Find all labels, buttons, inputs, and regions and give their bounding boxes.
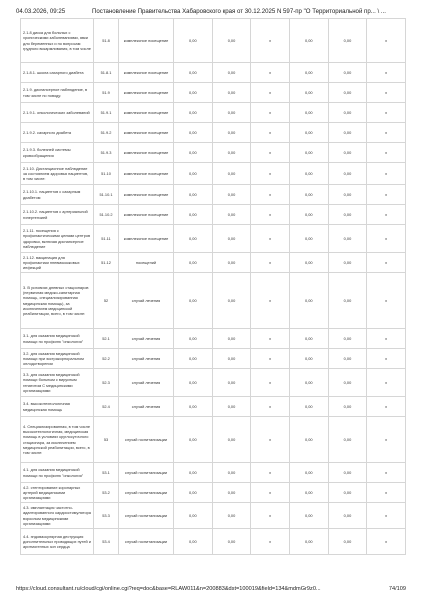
cell-unit: случай лечения (119, 349, 174, 369)
cell-v2: 0,00 (212, 103, 251, 123)
cell-v2: 0,00 (212, 529, 251, 555)
cell-v4: 0,00 (289, 503, 328, 529)
cell-code: 53.3 (94, 503, 119, 529)
cell-v2: 0,00 (212, 329, 251, 349)
cell-v2: 0,00 (212, 273, 251, 329)
table-row (21, 185, 406, 205)
cell-v3: x (251, 369, 290, 397)
table-row (21, 205, 406, 225)
cell-v2: 0,00 (212, 253, 251, 273)
cell-v3: x (251, 417, 290, 463)
cell-v2: 0,00 (212, 205, 251, 225)
cell-v2: 0,00 (212, 163, 251, 185)
cell-v5: 0,00 (328, 273, 367, 329)
cell-unit: комплексное посещение (119, 205, 174, 225)
cell-v3: x (251, 529, 290, 555)
cell-v4: 0,00 (289, 417, 328, 463)
cell-v2: 0,00 (212, 349, 251, 369)
cell-unit: комплексное посещение (119, 103, 174, 123)
cell-v3: x (251, 463, 290, 483)
cell-v1: 0,00 (174, 225, 213, 253)
cell-code: 51.9.3 (94, 143, 119, 163)
cell-v3: x (251, 205, 290, 225)
cell-name: 4.3. имплантация частотно-адаптированного кардиостимулятора взрослым медицинскими организациями (21, 503, 94, 529)
cell-unit: посещений (119, 253, 174, 273)
cell-code: 51.10.2 (94, 205, 119, 225)
cell-v5: 0,00 (328, 103, 367, 123)
cell-v6: x (367, 369, 406, 397)
cell-code: 51.10.1 (94, 185, 119, 205)
cell-v5: 0,00 (328, 529, 367, 555)
table-row (21, 253, 406, 273)
cell-v2: 0,00 (212, 417, 251, 463)
cell-v2: 0,00 (212, 185, 251, 205)
cell-unit: случай госпитализации (119, 483, 174, 503)
cell-v5: 0,00 (328, 503, 367, 529)
cell-v5: 0,00 (328, 185, 367, 205)
table-row (21, 63, 406, 83)
cell-v1: 0,00 (174, 369, 213, 397)
cell-v2: 0,00 (212, 83, 251, 103)
cell-v2: 0,00 (212, 483, 251, 503)
cell-v6: x (367, 503, 406, 529)
cell-v6: x (367, 63, 406, 83)
cell-code: 53 (94, 417, 119, 463)
cell-v6: x (367, 463, 406, 483)
cell-name: 3.4. высокотехнологичная медицинская помощь (21, 397, 94, 417)
cell-unit: комплексное посещение (119, 123, 174, 143)
cell-v1: 0,00 (174, 329, 213, 349)
cell-code: 52.2 (94, 349, 119, 369)
cell-v4: 0,00 (289, 253, 328, 273)
cell-v1: 0,00 (174, 397, 213, 417)
cell-v5: 0,00 (328, 369, 367, 397)
table-row (21, 163, 406, 185)
cell-v1: 0,00 (174, 503, 213, 529)
cell-v6: x (367, 225, 406, 253)
cell-v3: x (251, 225, 290, 253)
table-row (21, 503, 406, 529)
cell-code: 53.2 (94, 483, 119, 503)
table-row (21, 83, 406, 103)
cell-name: 2.1.12. вакцинация для профилактики пневмококковых инфекций (21, 253, 94, 273)
cell-v3: x (251, 185, 290, 205)
cell-v6: x (367, 83, 406, 103)
cell-v1: 0,00 (174, 529, 213, 555)
cell-v1: 0,00 (174, 185, 213, 205)
cell-v5: 0,00 (328, 417, 367, 463)
cell-code: 53.1 (94, 463, 119, 483)
cell-v2: 0,00 (212, 463, 251, 483)
cell-v4: 0,00 (289, 349, 328, 369)
cell-name: 4. Специализированная, в том числе высокотехнологичная, медицинская помощь в условиях круглосуточного стационара, за исключением медицинской реабилитации, всего, в том числе: (21, 417, 94, 463)
cell-v1: 0,00 (174, 63, 213, 83)
cell-code: 51.9 (94, 83, 119, 103)
table-row (21, 273, 406, 329)
cell-v3: x (251, 63, 290, 83)
cell-unit: случай госпитализации (119, 417, 174, 463)
cell-v4: 0,00 (289, 483, 328, 503)
cell-unit: комплексное посещение (119, 163, 174, 185)
table-row (21, 19, 406, 63)
cell-unit: комплексное посещение (119, 63, 174, 83)
cell-name: 4.4. эндоваскулярная деструкция дополнительных проводящих путей и аритмогенных зон сердца (21, 529, 94, 555)
cell-v5: 0,00 (328, 163, 367, 185)
cell-code: 51.10 (94, 163, 119, 185)
cell-v4: 0,00 (289, 143, 328, 163)
cell-v4: 0,00 (289, 63, 328, 83)
print-date: 04.03.2026, 09:25 (16, 8, 66, 15)
cell-v4: 0,00 (289, 19, 328, 63)
cell-unit: случай лечения (119, 273, 174, 329)
cell-unit: случай госпитализации (119, 463, 174, 483)
cell-v4: 0,00 (289, 463, 328, 483)
cell-unit: случай лечения (119, 369, 174, 397)
cell-name: 2.1.9.2. сахарного диабета (21, 123, 94, 143)
cell-v4: 0,00 (289, 529, 328, 555)
cell-v3: x (251, 503, 290, 529)
cell-v6: x (367, 205, 406, 225)
cell-v1: 0,00 (174, 417, 213, 463)
cell-v2: 0,00 (212, 19, 251, 63)
cell-name: 2.1.10.1. пациентов с сахарным диабетом (21, 185, 94, 205)
cell-name: 4.2. стентирование коронарных артерий медицинскими организациями (21, 483, 94, 503)
cell-unit: комплексное посещение (119, 225, 174, 253)
cell-v4: 0,00 (289, 123, 328, 143)
cell-name: 2.1.9.1. онкологических заболеваний (21, 103, 94, 123)
page-number: 74/109 (388, 586, 406, 592)
cell-v6: x (367, 529, 406, 555)
cell-v1: 0,00 (174, 123, 213, 143)
cell-v3: x (251, 397, 290, 417)
cell-code: 52.1 (94, 329, 119, 349)
cell-name: 2.1.11. посещения с профилактическими целями центров здоровья, включая диспансерное наблюдение (21, 225, 94, 253)
cell-code: 52.3 (94, 369, 119, 397)
cell-name: 4.1. для оказания медицинской помощи по профилю "онкология" (21, 463, 94, 483)
cell-v5: 0,00 (328, 205, 367, 225)
cell-v6: x (367, 123, 406, 143)
cell-unit: комплексное посещение (119, 143, 174, 163)
document-url[interactable]: https://cloud.consultant.ru/cloud/cgi/online.cgi?req=doc&base=RLAW011&n=200883&dst=100019&field=134&mdmGr9z0... (16, 586, 321, 592)
cell-code: 52.4 (94, 397, 119, 417)
cell-unit: случай госпитализации (119, 503, 174, 529)
cell-v6: x (367, 163, 406, 185)
cell-v5: 0,00 (328, 83, 367, 103)
cell-v2: 0,00 (212, 143, 251, 163)
cell-name: 3.2. для оказания медицинской помощи при экстракорпоральном оплодотворении (21, 349, 94, 369)
table-row (21, 529, 406, 555)
cell-code: 51.11 (94, 225, 119, 253)
cell-v5: 0,00 (328, 463, 367, 483)
cell-v6: x (367, 349, 406, 369)
cell-v4: 0,00 (289, 369, 328, 397)
cell-name: 2.1.9.3. болезней системы кровообращения (21, 143, 94, 163)
cell-v6: x (367, 483, 406, 503)
cell-v1: 0,00 (174, 463, 213, 483)
table-row (21, 103, 406, 123)
cell-v4: 0,00 (289, 103, 328, 123)
cell-v3: x (251, 103, 290, 123)
cell-v1: 0,00 (174, 103, 213, 123)
cell-name: 3. В условиях дневных стационаров (первичная медико-санитарная помощь, специализированная медицинская помощь), за исключением медицинской реабилитации, всего, в том числе: (21, 273, 94, 329)
cell-code: 51.9.2 (94, 123, 119, 143)
cell-v5: 0,00 (328, 483, 367, 503)
cell-v2: 0,00 (212, 63, 251, 83)
cell-v6: x (367, 143, 406, 163)
table-row (21, 369, 406, 397)
cell-v6: x (367, 103, 406, 123)
cell-v1: 0,00 (174, 349, 213, 369)
table-row (21, 483, 406, 503)
cell-v6: x (367, 329, 406, 349)
table-row (21, 397, 406, 417)
cell-v2: 0,00 (212, 123, 251, 143)
table-row (21, 349, 406, 369)
cell-name: 2.1.8.1. школа сахарного диабета (21, 63, 94, 83)
cell-v2: 0,00 (212, 369, 251, 397)
cell-unit: комплексное посещение (119, 185, 174, 205)
cell-v6: x (367, 397, 406, 417)
cell-v6: x (367, 253, 406, 273)
cell-v4: 0,00 (289, 273, 328, 329)
cell-v5: 0,00 (328, 329, 367, 349)
cell-v6: x (367, 19, 406, 63)
cell-v5: 0,00 (328, 63, 367, 83)
cell-v1: 0,00 (174, 273, 213, 329)
table-row (21, 143, 406, 163)
cell-v3: x (251, 19, 290, 63)
cell-v1: 0,00 (174, 143, 213, 163)
cell-v3: x (251, 273, 290, 329)
cell-name: 2.1.8 диска для больных с хроническими заболеваниями, явки для беременных и по вопросам грудного вскармливания, в том числе (21, 19, 94, 63)
cell-v1: 0,00 (174, 163, 213, 185)
table-row (21, 225, 406, 253)
cell-v1: 0,00 (174, 205, 213, 225)
cell-v4: 0,00 (289, 163, 328, 185)
cell-code: 51.8.1 (94, 63, 119, 83)
cell-v4: 0,00 (289, 225, 328, 253)
cell-v3: x (251, 329, 290, 349)
cell-code: 51.9.1 (94, 103, 119, 123)
cell-name: 3.1. для оказания медицинской помощи по профилю "онкология" (21, 329, 94, 349)
cell-v4: 0,00 (289, 329, 328, 349)
cell-v2: 0,00 (212, 225, 251, 253)
cell-v4: 0,00 (289, 397, 328, 417)
cell-name: 2.1.10. Дистанционное наблюдение за состоянием здоровья пациентов, в том числе: (21, 163, 94, 185)
cell-name: 3.3. для оказания медицинской помощи больным с вирусным гепатитом С медицинскими организациями (21, 369, 94, 397)
cell-v3: x (251, 349, 290, 369)
cell-v6: x (367, 417, 406, 463)
cell-v3: x (251, 163, 290, 185)
cell-v3: x (251, 123, 290, 143)
cell-name: 2.1.9. диспансерное наблюдение, в том числе по поводу: (21, 83, 94, 103)
cell-unit: случай госпитализации (119, 529, 174, 555)
volume-table (20, 18, 406, 555)
table-row (21, 123, 406, 143)
cell-v5: 0,00 (328, 253, 367, 273)
cell-v4: 0,00 (289, 205, 328, 225)
cell-v1: 0,00 (174, 483, 213, 503)
cell-unit: случай лечения (119, 329, 174, 349)
cell-v3: x (251, 483, 290, 503)
cell-v5: 0,00 (328, 123, 367, 143)
cell-v5: 0,00 (328, 143, 367, 163)
cell-code: 51.8 (94, 19, 119, 63)
cell-v2: 0,00 (212, 503, 251, 529)
cell-name: 2.1.10.2. пациентов с артериальной гипертензией (21, 205, 94, 225)
cell-v3: x (251, 253, 290, 273)
cell-v3: x (251, 83, 290, 103)
cell-v2: 0,00 (212, 397, 251, 417)
cell-v1: 0,00 (174, 19, 213, 63)
cell-v4: 0,00 (289, 185, 328, 205)
cell-code: 53.4 (94, 529, 119, 555)
cell-code: 52 (94, 273, 119, 329)
cell-unit: случай лечения (119, 397, 174, 417)
cell-v6: x (367, 273, 406, 329)
table-row (21, 329, 406, 349)
table-row (21, 463, 406, 483)
cell-v3: x (251, 143, 290, 163)
cell-v5: 0,00 (328, 349, 367, 369)
document-title: Постановление Правительства Хабаровского края от 30.12.2025 N 597-пр "О Территориальной пр... \ ... (92, 8, 386, 15)
cell-v5: 0,00 (328, 397, 367, 417)
cell-v4: 0,00 (289, 83, 328, 103)
cell-v1: 0,00 (174, 253, 213, 273)
cell-v1: 0,00 (174, 83, 213, 103)
cell-code: 51.12 (94, 253, 119, 273)
cell-v6: x (367, 185, 406, 205)
table-row (21, 417, 406, 463)
cell-v5: 0,00 (328, 19, 367, 63)
cell-unit: комплексное посещение (119, 83, 174, 103)
cell-unit: комплексное посещение (119, 19, 174, 63)
cell-v5: 0,00 (328, 225, 367, 253)
